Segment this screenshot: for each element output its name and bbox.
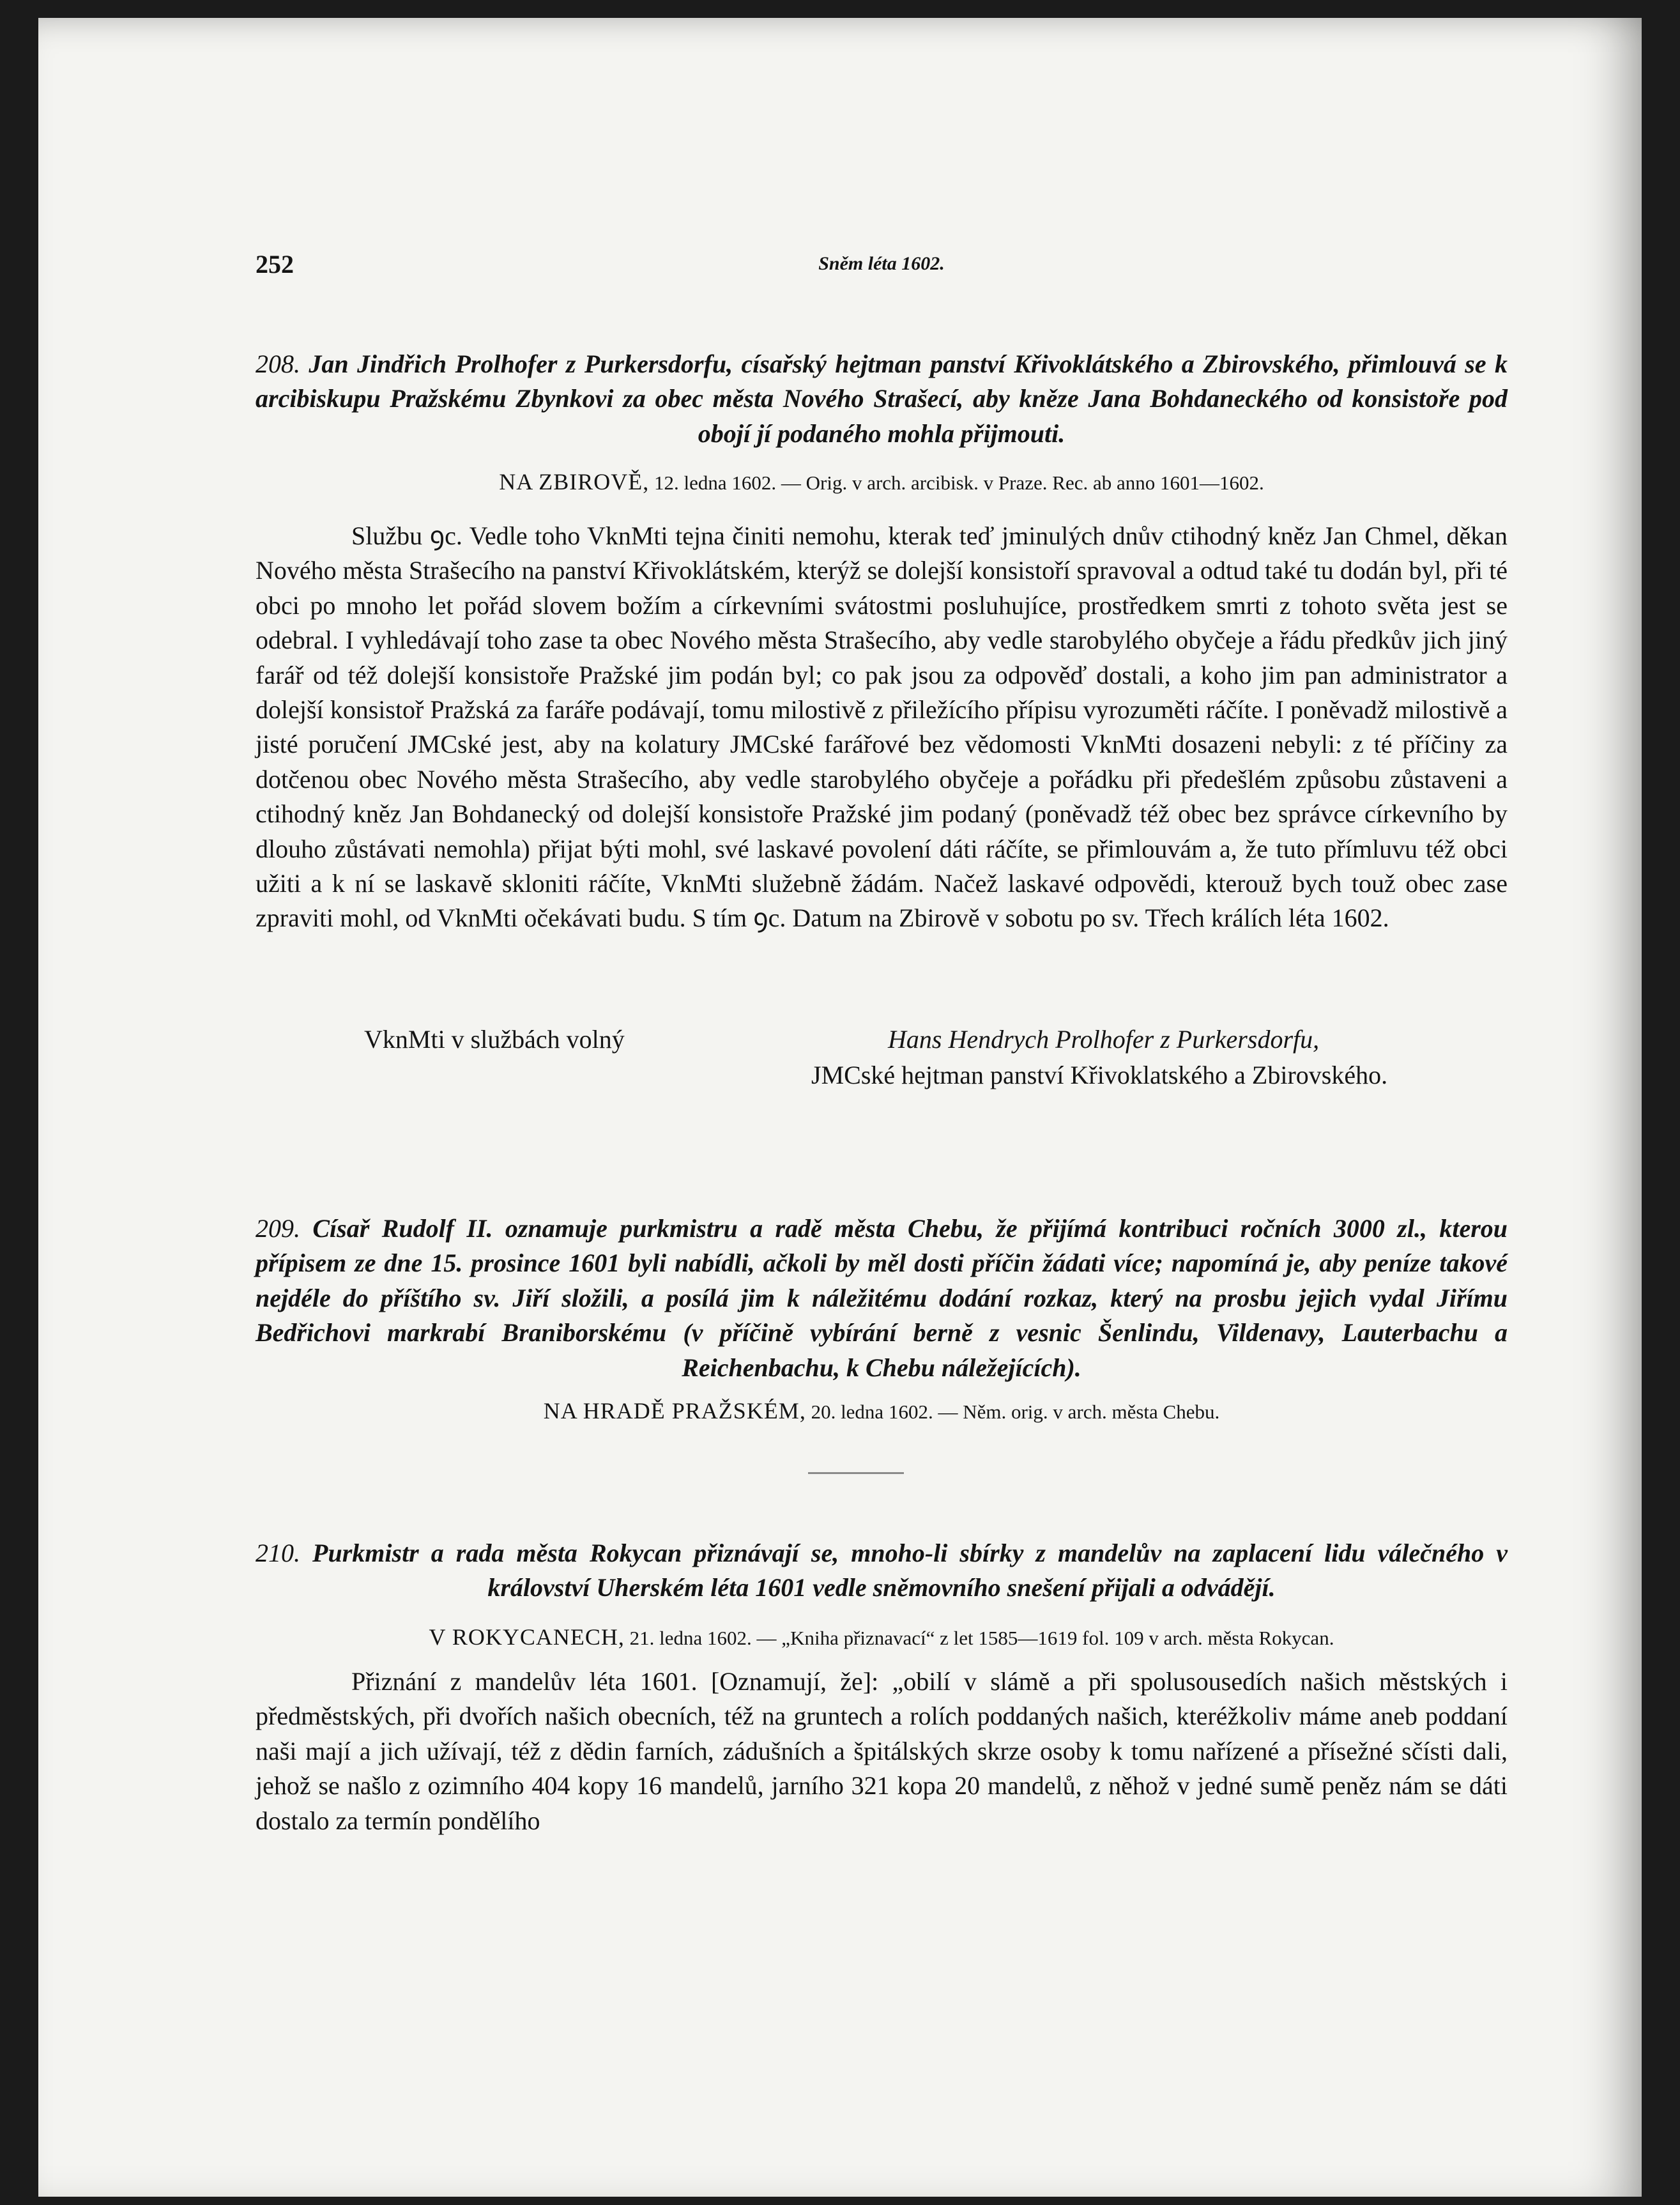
source-details: 21. ledna 1602. — „Kniha přiznavací“ z let 1585—1619 fol. 109 v arch. města Rokycan. (629, 1627, 1334, 1649)
entry-number: 208. (256, 350, 300, 378)
entry-210-body: Přiznání z mandelův léta 1601. [Oznamují, že]: „obilí v slámě a při spolusousedích našich městských i předměstských, při dvořích našich obecních, též na gruntech a rolích poddaných našich, kteréžkoliv máme aneb poddaní naši mají a jich užívají, též z dědin farních, zádušních a špitálských skrze osoby k tomu nařízené a přísežné sčísti dali, jehož se našlo z ozimního 404 kopy 16 mandelů, jarního 321 kopa 20 mandelů, z něhož v jedné sumě peněz nám se dáti dostalo za termín pondělího (256, 1667, 1508, 1835)
entry-208-body: Službu ꝯc. Vedle toho VknMti tejna činiti nemohu, kterak teď jminulých dnův ctihodný kněz Jan Chmel, děkan Nového města Strašecího na panství Křivoklátském, kterýž se dolejší konsistoří spravoval a odtud také tu dodán byl, při té obci po mnoho let pořád slovem božím a církevními svátostmi posluhujíce, prostředkem smrti z tohoto světa jest se odebral. I vyhledávají toho zase ta obec Nového města Strašecího, aby vedle starobylého obyčeje a řádu předkův jich jiný farář od též dolejší konsistoře Pražské jim podán byl; co pak jsou za odpověď dostali, a koho jim pan administrator a dolejší konsistoř Pražská za faráře podávají, tomu milostivě z přiležícího přípisu vyrozuměti ráčíte. I poněvadž milostivě a jisté poručení JMCské jest, aby na kolatury JMCské farářové bez vědomosti VknMti dosazeni nebyli: z té příčiny za dotčenou obec Nového města Strašecího, aby vedle starobylého obyčeje a pořádku při předešlém způsobu zůstaveni a ctihodný kněz Jan Bohdanecký od dolejší konsistoře Pražské jim podaný (poněvadž též obec bez správce církevního by dlouho zůstávati nemohla) přijat býti mohl, své laskavé povolení dáti ráčíte, se přimlouvám a, že tuto přímluvu též obci užiti a k ní se laskavě skloniti ráčíte, VknMti služebně žádám. Načež laskavé odpovědi, kterouž bych touž obec zase zpraviti mohl, od VknMti očekávati budu. S tím ꝯc. Datum na Zbirově v sobotu po sv. Třech králích léta 1602. (256, 521, 1508, 933)
entry-number: 210. (256, 1539, 300, 1567)
signature-title: JMCské hejtman panství Křivoklatského a Zbirovského. (811, 1061, 1388, 1089)
page-content (38, 18, 1642, 2197)
section-separator (808, 1472, 904, 1474)
page (38, 18, 1642, 2197)
entry-210-source (256, 1622, 1508, 1652)
closing-greeting: VknMti v službách volný (364, 1025, 625, 1054)
entry-209-source (256, 1396, 1508, 1426)
entry-210-heading (256, 1536, 1508, 1606)
entry-208-source (256, 467, 1508, 497)
running-title: Sněm léta 1602. (818, 253, 945, 274)
entry-summary: Jan Jindřich Prolhofer z Purkersdorfu, císařský hejtman panství Křivoklátského a Zbirovského, přimlouvá se k arcibiskupu Pražskému Zbynkovi za obec města Nového Strašecí, aby kněze Jana Bohdaneckého od konsistoře pod obojí jí podaného mohla přijmouti. (256, 350, 1508, 448)
entry-number: 209. (256, 1214, 300, 1243)
source-place: V ROKYCANECH, (429, 1624, 625, 1650)
signature-name: Hans Hendrych Prolhofer z Purkersdorfu, (888, 1025, 1320, 1054)
source-details: 20. ledna 1602. — Něm. orig. v arch. města Chebu. (811, 1401, 1220, 1423)
entry-summary: Purkmistr a rada města Rokycan přiznávají se, mnoho-li sbírky z mandelův na zaplacení lidu válečného v království Uherském léta 1601 vedle sněmovního snešení přijali a odvádějí. (312, 1539, 1508, 1602)
entry-summary: Císař Rudolf II. oznamuje purkmistru a radě města Chebu, že přijímá kontribuci ročních 3000 zl., kterou přípisem ze dne 15. prosince 1601 byli nabídli, ačkoli by měl dosti příčin žádati více; napomíná je, aby peníze takové nejdéle do příštího sv. Jiří složili, a posílá jim k náležitému dodání rozkaz, který na prosbu jejich vydal Jiřímu Bedřichovi markrabí Braniborskému (v příčině vybírání berně z vesnic Šenlindu, Vildenavy, Lauterbachu a Reichenbachu, k Chebu náležejících). (256, 1214, 1508, 1382)
page-number: 252 (256, 250, 294, 279)
running-head (256, 249, 1508, 288)
source-place: NA HRADĚ PRAŽSKÉM, (543, 1398, 806, 1424)
entry-209-heading (256, 1211, 1508, 1385)
entry-208-heading (256, 347, 1508, 451)
source-place: NA ZBIROVĚ, (499, 469, 650, 495)
source-details: 12. ledna 1602. — Orig. v arch. arcibisk. v Praze. Rec. ab anno 1601—1602. (654, 472, 1264, 494)
